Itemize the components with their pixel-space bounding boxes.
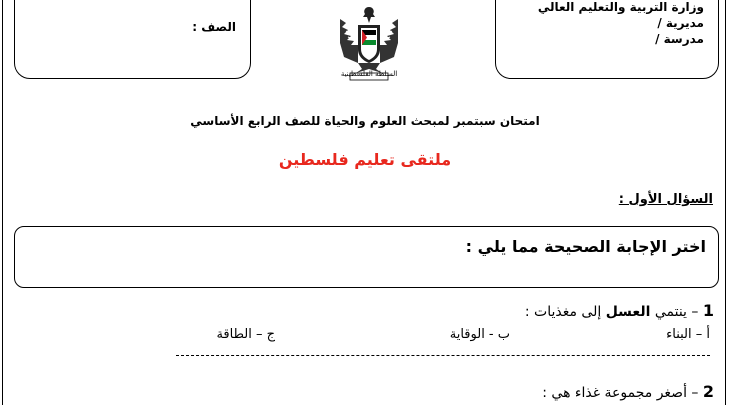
- option-a[interactable]: أ – البناء: [666, 327, 710, 342]
- question-keyword: العسل: [605, 304, 651, 320]
- class-label: الصف :: [192, 20, 236, 34]
- question-2: [542, 382, 714, 401]
- question-text: – ينتمي: [650, 304, 703, 320]
- option-c[interactable]: ج – الطاقة: [216, 327, 275, 342]
- question-number: 2: [702, 382, 714, 401]
- separator-line: [176, 355, 710, 356]
- emblem-caption: السلطة الفلسطينية: [340, 70, 398, 78]
- school-label: مدرسة /: [655, 32, 704, 46]
- page-border-right: [725, 0, 726, 405]
- directorate-label: مديرية /: [657, 16, 704, 30]
- question-text-end: إلى مغذيات :: [524, 304, 606, 320]
- exam-title: امتحان سبتمبر لمبحث العلوم والحياة للصف الرابع الأساسي: [190, 114, 540, 128]
- forum-title: ملتقى تعليم فلسطين: [278, 150, 452, 169]
- question-section-heading: السؤال الأول :: [618, 192, 713, 207]
- ministry-label: وزارة التربية والتعليم العالي: [537, 0, 704, 14]
- school-info-box: [495, 0, 719, 79]
- question-text: – أصغر مجموعة غذاء هي :: [542, 385, 703, 401]
- option-b[interactable]: ب - الوقاية: [449, 327, 510, 342]
- question-1: [525, 301, 714, 320]
- instruction-text: اختر الإجابة الصحيحة مما يلي :: [465, 237, 706, 256]
- page-border-left: [2, 0, 3, 405]
- student-info-box: [14, 0, 251, 79]
- question-number: 1: [702, 301, 714, 320]
- instruction-box: [14, 226, 719, 288]
